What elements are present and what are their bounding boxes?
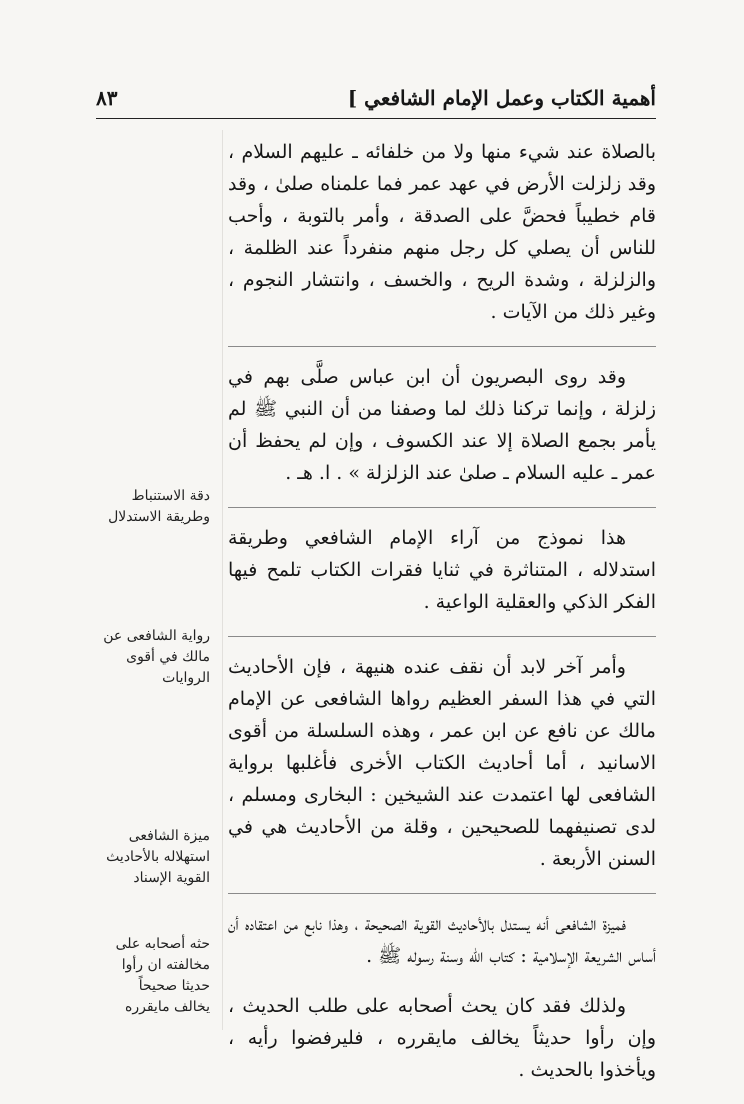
main-text-column [228, 136, 656, 1104]
margin-note: حثه أصحابه على مخالفته ان رأوا حديثا صحيحاً يخالف مايقرره [115, 936, 210, 1015]
paragraph: هذا نموذج من آراء الإمام الشافعي وطريقة استدلاله ، المتناثرة في ثنايا فقرات الكتاب تلمح فيها الفكر الذكي والعقلية الواعية . [228, 527, 656, 613]
section-divider [228, 346, 656, 347]
paragraph: بالصلاة عند شيء منها ولا من خلفائه ـ عليهم السلام ، وقد زلزلت الأرض في عهد عمر فما علمناه صلىٰ ، وقد قام خطيباً فحضَّ على الصدقة ، وأمر بالتوبة ، وأحب للناس أن يصلي كل رجل منهم منفرداً عند الظلمة ، والزلزلة ، وشدة الريح ، والخسف ، وانتشار النجوم ، وغير ذلك من الآيات . [228, 141, 656, 323]
paragraph: ولذلك فقد كان يحث أصحابه على طلب الحديث ، وإن رأوا حديثاً يخالف مايقرره ، فليرفضوا رأيه ، ويأخذوا بالحديث . [228, 995, 656, 1081]
section-divider [228, 507, 656, 508]
paragraph: فميزة الشافعى أنه يستدل بالأحاديث القوية الصحيحة ، وهذا نابع من اعتقاده أن أساس الشريعة الإسلامية : كتاب الله وسنة رسوله ﷺ . [228, 913, 656, 967]
margin-note: دقة الاستنباط وطريقة الاستدلال [108, 488, 210, 525]
header-rule [96, 118, 656, 119]
margin-note: رواية الشافعى عن مالك في أقوى الروايات [103, 628, 210, 686]
section-divider [228, 893, 656, 894]
section-divider [228, 636, 656, 637]
page-header [96, 86, 656, 114]
running-title: أهمية الكتاب وعمل الإمام الشافعي ] [347, 86, 656, 110]
margin-note: ميزة الشافعى استهلاله بالأحاديث القوية الإسناد [106, 828, 210, 886]
gutter-line [222, 130, 223, 1030]
paragraph: وقد روى البصريون أن ابن عباس صلَّى بهم في زلزلة ، وإنما تركنا ذلك لما وصفنا من أن النبي ﷺ لم يأمر بجمع الصلاة إلا عند الكسوف ، وإن لم يحفظ أن عمر ـ عليه السلام ـ صلىٰ عند الزلزلة » . ا. هـ . [228, 366, 656, 484]
paragraph: وأمر آخر لابد أن نقف عنده هنيهة ، فإن الأحاديث التي في هذا السفر العظيم رواها الشافعى عن الإمام مالك عن نافع عن ابن عمر ، وهذه السلسلة من أقوى الاسانيد ، أما أحاديث الكتاب الأخرى فأغلبها برواية الشافعى لها اعتمدت عند الشيخين : البخارى ومسلم ، لدى تصنيفهما للصحيحين ، وقلة من الأحاديث هي في السنن الأربعة . [228, 656, 656, 870]
page-number: ٨٣ [96, 86, 118, 110]
